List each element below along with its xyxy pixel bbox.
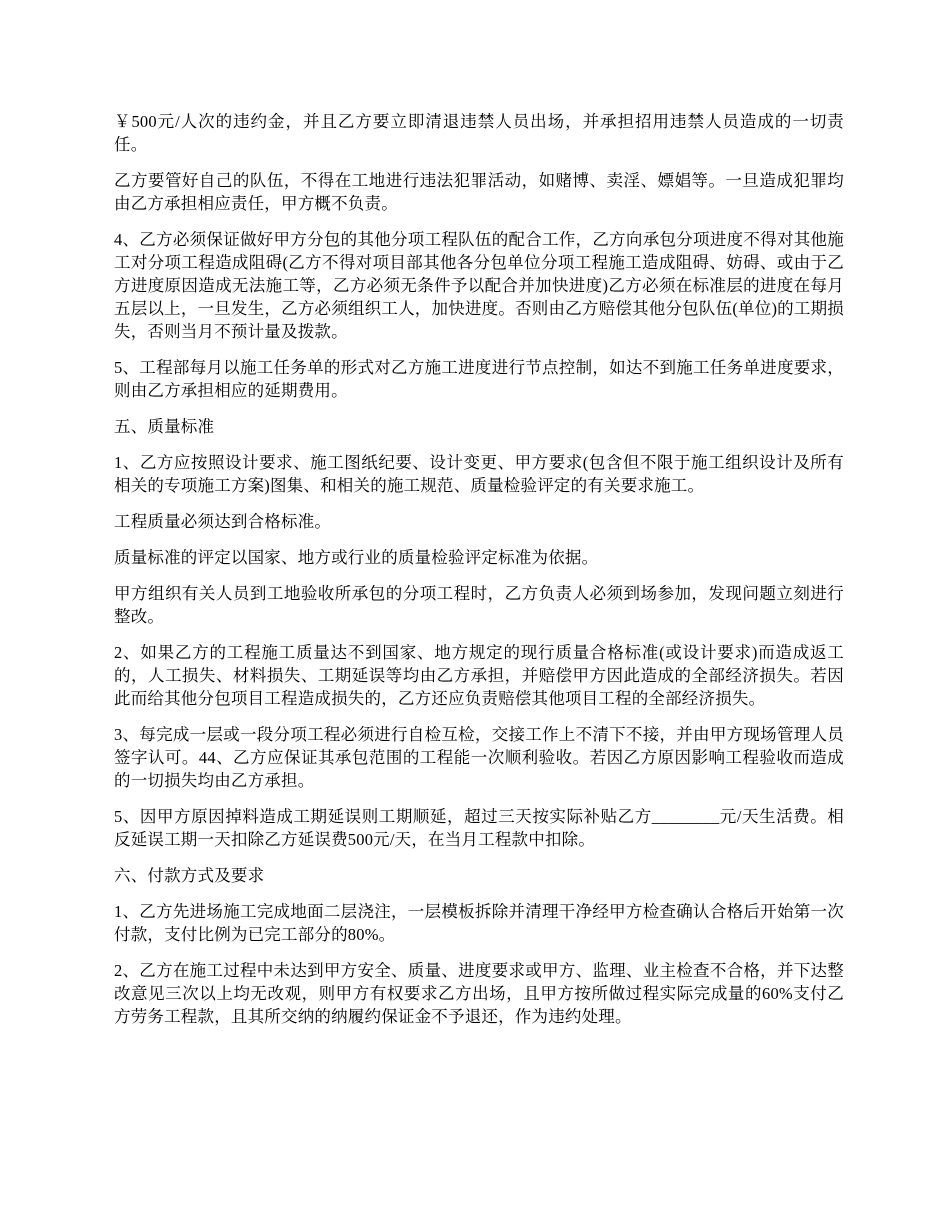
paragraph: 工程质量必须达到合格标准。 (114, 512, 332, 531)
paragraph: 5、工程部每月以施工任务单的形式对乙方施工进度进行节点控制，如达不到施工任务单进度要求，则由乙方承担相应的延期费用。 (114, 358, 844, 400)
paragraph: 1、乙方应按照设计要求、施工图纸纪要、设计变更、甲方要求(包含但不限于施工组织设计及所有相关的专项施工方案)图集、和相关的施工规范、质量检验评定的有关要求施工。 (114, 453, 844, 495)
paragraph: 质量标准的评定以国家、地方或行业的质量检验评定标准为依据。 (114, 548, 599, 567)
paragraph: ￥500元/人次的违约金，并且乙方要立即清退违禁人员出场，并承担招用违禁人员造成的一切责任。 (114, 112, 844, 154)
paragraph: 甲方组织有关人员到工地验收所承包的分项工程时，乙方负责人必须到场参加，发现问题立刻进行整改。 (114, 584, 844, 626)
section-heading: 六、付款方式及要求 (114, 866, 265, 885)
paragraph: 5、因甲方原因掉料造成工期延误则工期顺延，超过三天按实际补贴乙方________元/天生活费。相反延误工期一天扣除乙方延误费500元/天，在当月工程款中扣除。 (114, 807, 844, 849)
paragraph: 2、如果乙方的工程施工质量达不到国家、地方规定的现行质量合格标准(或设计要求)而造成返工的，人工损失、材料损失、工期延误等均由乙方承担，并赔偿甲方因此造成的全部经济损失。若因此而给其他分包项目工程造成损失的，乙方还应负责赔偿其他项目工程的全部经济损失。 (114, 643, 844, 708)
paragraph: 3、每完成一层或一段分项工程必须进行自检互检，交接工作上不清下不接，并由甲方现场管理人员签字认可。44、乙方应保证其承包范围的工程能一次顺利验收。若因乙方原因影响工程验收而造成的一切损失均由乙方承担。 (114, 725, 844, 790)
paragraph: 4、乙方必须保证做好甲方分包的其他分项工程队伍的配合工作，乙方向承包分项进度不得对其他施工对分项工程造成阻碍(乙方不得对项目部其他各分包单位分项工程施工造成阻碍、妨碍、或由于乙方进度原因造成无法施工等，乙方必须无条件予以配合并加快进度)乙方必须在标准层的进度在每月五层以上，一旦发生，乙方必须组织工人，加快进度。否则由乙方赔偿其他分包队伍(单位)的工期损失，否则当月不预计量及拨款。 (114, 230, 844, 341)
section-heading: 五、质量标准 (114, 417, 215, 436)
paragraph: 1、乙方先进场施工完成地面二层浇注，一层模板拆除并清理干净经甲方检查确认合格后开始第一次付款，支付比例为已完工部分的80%。 (114, 902, 844, 944)
paragraph: 2、乙方在施工过程中未达到甲方安全、质量、进度要求或甲方、监理、业主检查不合格，并下达整改意见三次以上均无改观，则甲方有权要求乙方出场，且甲方按所做过程实际完成量的60%支付乙方劳务工程款，且其所交纳的纳履约保证金不予退还，作为违约处理。 (114, 961, 844, 1026)
paragraph: 乙方要管好自己的队伍，不得在工地进行违法犯罪活动，如赌博、卖淫、嫖娼等。一旦造成犯罪均由乙方承担相应责任，甲方概不负责。 (114, 171, 844, 213)
document-body (114, 110, 844, 1041)
